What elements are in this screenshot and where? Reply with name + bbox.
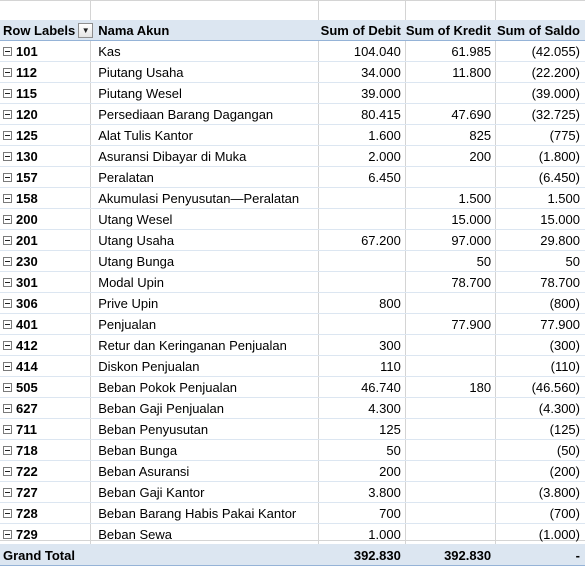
pivot-row: [0, 356, 585, 377]
pivot-row: [0, 188, 585, 209]
row-labels-header[interactable]: [0, 20, 93, 41]
grid-line: [0, 0, 585, 1]
debit-cell[interactable]: 6.450: [319, 167, 406, 188]
collapse-icon[interactable]: [3, 341, 12, 350]
saldo-cell[interactable]: 77.900: [496, 314, 585, 335]
account-name-cell[interactable]: Beban Pokok Penjualan: [93, 377, 319, 398]
pivot-row: [0, 440, 585, 461]
row-label-cell[interactable]: [0, 146, 93, 167]
kredit-cell[interactable]: 97.000: [406, 230, 496, 251]
collapse-icon[interactable]: [3, 530, 12, 539]
debit-cell[interactable]: 125: [319, 419, 406, 440]
filter-dropdown-icon[interactable]: ▼: [78, 23, 93, 38]
saldo-cell[interactable]: (110): [496, 356, 585, 377]
account-name-cell[interactable]: Akumulasi Penyusutan—Peralatan: [93, 188, 319, 209]
kredit-cell[interactable]: [406, 293, 496, 314]
account-code: 200: [16, 211, 38, 227]
saldo-cell[interactable]: (6.450): [496, 167, 585, 188]
account-name-cell[interactable]: Penjualan: [93, 314, 319, 335]
row-label-cell[interactable]: [0, 293, 93, 314]
account-name-cell[interactable]: Beban Bunga: [93, 440, 319, 461]
pivot-row: [0, 377, 585, 398]
kredit-cell[interactable]: [406, 482, 496, 503]
collapse-icon[interactable]: [3, 152, 12, 161]
collapse-icon[interactable]: [3, 383, 12, 392]
account-code: 412: [16, 337, 38, 353]
pivot-row: [0, 524, 585, 545]
collapse-icon[interactable]: [3, 299, 12, 308]
saldo-cell[interactable]: 78.700: [496, 272, 585, 293]
account-name-cell[interactable]: Alat Tulis Kantor: [93, 125, 319, 146]
kredit-cell[interactable]: [406, 167, 496, 188]
pivot-row: [0, 125, 585, 146]
collapse-icon[interactable]: [3, 278, 12, 287]
account-name-cell[interactable]: Piutang Wesel: [93, 83, 319, 104]
account-code: 130: [16, 148, 38, 164]
account-code: 505: [16, 379, 38, 395]
kredit-cell[interactable]: 50: [406, 251, 496, 272]
account-name-cell[interactable]: Peralatan: [93, 167, 319, 188]
saldo-cell[interactable]: (300): [496, 335, 585, 356]
pivot-row: [0, 419, 585, 440]
row-label-cell[interactable]: [0, 419, 93, 440]
pivot-table: [0, 20, 585, 566]
account-name-cell[interactable]: Utang Usaha: [93, 230, 319, 251]
kredit-cell[interactable]: [406, 503, 496, 524]
row-label-cell[interactable]: [0, 461, 93, 482]
collapse-icon[interactable]: [3, 47, 12, 56]
saldo-cell[interactable]: (1.800): [496, 146, 585, 167]
grand-total-label[interactable]: Grand Total: [0, 545, 93, 566]
saldo-cell[interactable]: 50: [496, 251, 585, 272]
collapse-icon[interactable]: [3, 110, 12, 119]
account-code: 101: [16, 43, 38, 59]
account-code: 115: [16, 85, 37, 101]
saldo-cell[interactable]: (50): [496, 440, 585, 461]
grand-total-row: [0, 545, 585, 566]
kredit-cell[interactable]: [406, 335, 496, 356]
account-code: 201: [16, 232, 38, 248]
pivot-header-row: [0, 20, 585, 41]
nama-akun-header[interactable]: Nama Akun: [93, 20, 319, 41]
row-label-cell[interactable]: [0, 104, 93, 125]
saldo-cell[interactable]: (46.560): [496, 377, 585, 398]
saldo-cell[interactable]: (800): [496, 293, 585, 314]
saldo-cell[interactable]: (125): [496, 419, 585, 440]
account-name-cell[interactable]: Utang Bunga: [93, 251, 319, 272]
debit-cell[interactable]: 46.740: [319, 377, 406, 398]
saldo-cell[interactable]: (1.000): [496, 524, 585, 545]
saldo-cell[interactable]: (32.725): [496, 104, 585, 125]
account-name-cell[interactable]: Asuransi Dibayar di Muka: [93, 146, 319, 167]
row-label-cell[interactable]: [0, 377, 93, 398]
account-code: 711: [16, 421, 37, 437]
account-name-cell[interactable]: Beban Gaji Kantor: [93, 482, 319, 503]
kredit-cell[interactable]: [406, 419, 496, 440]
row-label-cell[interactable]: [0, 41, 93, 62]
debit-cell[interactable]: 1.000: [319, 524, 406, 545]
kredit-cell[interactable]: 77.900: [406, 314, 496, 335]
collapse-icon[interactable]: [3, 236, 12, 245]
debit-cell[interactable]: 104.040: [319, 41, 406, 62]
collapse-icon[interactable]: [3, 362, 12, 371]
account-code: 158: [16, 190, 38, 206]
collapse-icon[interactable]: [3, 425, 12, 434]
debit-cell[interactable]: 2.000: [319, 146, 406, 167]
account-code: 157: [16, 169, 38, 185]
row-label-cell[interactable]: [0, 440, 93, 461]
debit-cell[interactable]: 39.000: [319, 83, 406, 104]
saldo-cell[interactable]: 1.500: [496, 188, 585, 209]
row-label-cell[interactable]: [0, 314, 93, 335]
account-name-cell[interactable]: Prive Upin: [93, 293, 319, 314]
kredit-cell[interactable]: 15.000: [406, 209, 496, 230]
account-code: 125: [16, 127, 38, 143]
kredit-cell[interactable]: 47.690: [406, 104, 496, 125]
account-code: 230: [16, 253, 38, 269]
pivot-row: [0, 41, 585, 62]
row-label-cell[interactable]: [0, 62, 93, 83]
debit-cell[interactable]: 50: [319, 440, 406, 461]
debit-cell[interactable]: 200: [319, 461, 406, 482]
pivot-row: [0, 146, 585, 167]
pivot-row: [0, 104, 585, 125]
grand-total-saldo[interactable]: -: [496, 545, 585, 566]
sum-kredit-header[interactable]: Sum of Kredit: [406, 20, 496, 41]
grand-total-name-cell[interactable]: [93, 545, 319, 566]
debit-cell[interactable]: [319, 314, 406, 335]
saldo-cell[interactable]: (22.200): [496, 62, 585, 83]
pivot-row: [0, 83, 585, 104]
kredit-cell[interactable]: [406, 398, 496, 419]
collapse-icon[interactable]: [3, 467, 12, 476]
pivot-row: [0, 398, 585, 419]
saldo-cell[interactable]: (775): [496, 125, 585, 146]
debit-cell[interactable]: 80.415: [319, 104, 406, 125]
debit-cell[interactable]: [319, 209, 406, 230]
kredit-cell[interactable]: 825: [406, 125, 496, 146]
account-name-cell[interactable]: Beban Asuransi: [93, 461, 319, 482]
kredit-cell[interactable]: 11.800: [406, 62, 496, 83]
pivot-row: [0, 482, 585, 503]
collapse-icon[interactable]: [3, 215, 12, 224]
kredit-cell[interactable]: [406, 461, 496, 482]
row-label-cell[interactable]: [0, 482, 93, 503]
kredit-cell[interactable]: [406, 524, 496, 545]
account-name-cell[interactable]: Piutang Usaha: [93, 62, 319, 83]
kredit-cell[interactable]: 1.500: [406, 188, 496, 209]
row-label-cell[interactable]: [0, 209, 93, 230]
collapse-icon[interactable]: [3, 446, 12, 455]
row-label-cell[interactable]: [0, 398, 93, 419]
saldo-cell[interactable]: (3.800): [496, 482, 585, 503]
kredit-cell[interactable]: 78.700: [406, 272, 496, 293]
pivot-row: [0, 251, 585, 272]
pivot-row: [0, 503, 585, 524]
grand-total-debit[interactable]: 392.830: [319, 545, 406, 566]
saldo-cell[interactable]: (4.300): [496, 398, 585, 419]
debit-cell[interactable]: 700: [319, 503, 406, 524]
collapse-icon[interactable]: [3, 194, 12, 203]
saldo-cell[interactable]: (39.000): [496, 83, 585, 104]
debit-cell[interactable]: [319, 188, 406, 209]
debit-cell[interactable]: [319, 272, 406, 293]
kredit-cell[interactable]: 61.985: [406, 41, 496, 62]
collapse-icon[interactable]: [3, 68, 12, 77]
account-code: 728: [16, 505, 38, 521]
account-name-cell[interactable]: Beban Gaji Penjualan: [93, 398, 319, 419]
row-label-cell[interactable]: [0, 272, 93, 293]
saldo-cell[interactable]: 29.800: [496, 230, 585, 251]
row-label-cell[interactable]: [0, 125, 93, 146]
saldo-cell[interactable]: (700): [496, 503, 585, 524]
debit-cell[interactable]: 800: [319, 293, 406, 314]
account-code: 727: [16, 484, 38, 500]
account-name-cell[interactable]: Beban Barang Habis Pakai Kantor: [93, 503, 319, 524]
collapse-icon[interactable]: [3, 131, 12, 140]
account-name-cell[interactable]: Persediaan Barang Dagangan: [93, 104, 319, 125]
pivot-row: [0, 209, 585, 230]
account-code: 120: [16, 106, 38, 122]
row-labels-header-label: Row Labels: [3, 22, 76, 38]
collapse-icon[interactable]: [3, 320, 12, 329]
saldo-cell[interactable]: 15.000: [496, 209, 585, 230]
row-label-cell[interactable]: [0, 335, 93, 356]
pivot-row: [0, 62, 585, 83]
debit-cell[interactable]: 34.000: [319, 62, 406, 83]
debit-cell[interactable]: 67.200: [319, 230, 406, 251]
kredit-cell[interactable]: [406, 83, 496, 104]
collapse-icon[interactable]: [3, 257, 12, 266]
account-name-cell[interactable]: Kas: [93, 41, 319, 62]
row-label-cell[interactable]: [0, 188, 93, 209]
row-label-cell[interactable]: [0, 503, 93, 524]
saldo-cell[interactable]: (42.055): [496, 41, 585, 62]
account-name-cell[interactable]: Modal Upin: [93, 272, 319, 293]
sum-debit-header[interactable]: Sum of Debit: [319, 20, 406, 41]
debit-cell[interactable]: 1.600: [319, 125, 406, 146]
pivot-row: [0, 167, 585, 188]
account-name-cell[interactable]: Retur dan Keringanan Penjualan: [93, 335, 319, 356]
account-name-cell[interactable]: Utang Wesel: [93, 209, 319, 230]
account-code: 718: [16, 442, 38, 458]
debit-cell[interactable]: 4.300: [319, 398, 406, 419]
sum-saldo-header[interactable]: Sum of Saldo: [496, 20, 585, 41]
account-code: 722: [16, 463, 38, 479]
row-label-cell[interactable]: [0, 251, 93, 272]
kredit-cell[interactable]: 180: [406, 377, 496, 398]
account-name-cell[interactable]: Beban Penyusutan: [93, 419, 319, 440]
account-code: 627: [16, 400, 38, 416]
account-code: 401: [16, 316, 38, 332]
pivot-row: [0, 230, 585, 251]
kredit-cell[interactable]: [406, 356, 496, 377]
account-code: 414: [16, 358, 38, 374]
account-code: 729: [16, 526, 38, 542]
account-code: 306: [16, 295, 38, 311]
collapse-icon[interactable]: [3, 89, 12, 98]
account-code: 301: [16, 274, 38, 290]
debit-cell[interactable]: [319, 251, 406, 272]
pivot-row: [0, 461, 585, 482]
row-label-cell[interactable]: [0, 524, 93, 545]
row-label-cell[interactable]: [0, 83, 93, 104]
pivot-body: [0, 41, 585, 545]
collapse-icon[interactable]: [3, 404, 12, 413]
row-label-cell[interactable]: [0, 230, 93, 251]
kredit-cell[interactable]: 200: [406, 146, 496, 167]
row-label-cell[interactable]: [0, 167, 93, 188]
pivot-row: [0, 335, 585, 356]
grand-total-kredit[interactable]: 392.830: [406, 545, 496, 566]
saldo-cell[interactable]: (200): [496, 461, 585, 482]
debit-cell[interactable]: 110: [319, 356, 406, 377]
kredit-cell[interactable]: [406, 440, 496, 461]
account-name-cell[interactable]: Diskon Penjualan: [93, 356, 319, 377]
pivot-row: [0, 314, 585, 335]
debit-cell[interactable]: 3.800: [319, 482, 406, 503]
collapse-icon[interactable]: [3, 488, 12, 497]
row-label-cell[interactable]: [0, 356, 93, 377]
pivot-row: [0, 272, 585, 293]
collapse-icon[interactable]: [3, 173, 12, 182]
pivot-row: [0, 293, 585, 314]
debit-cell[interactable]: 300: [319, 335, 406, 356]
collapse-icon[interactable]: [3, 509, 12, 518]
account-code: 112: [16, 64, 37, 80]
account-name-cell[interactable]: Beban Sewa: [93, 524, 319, 545]
